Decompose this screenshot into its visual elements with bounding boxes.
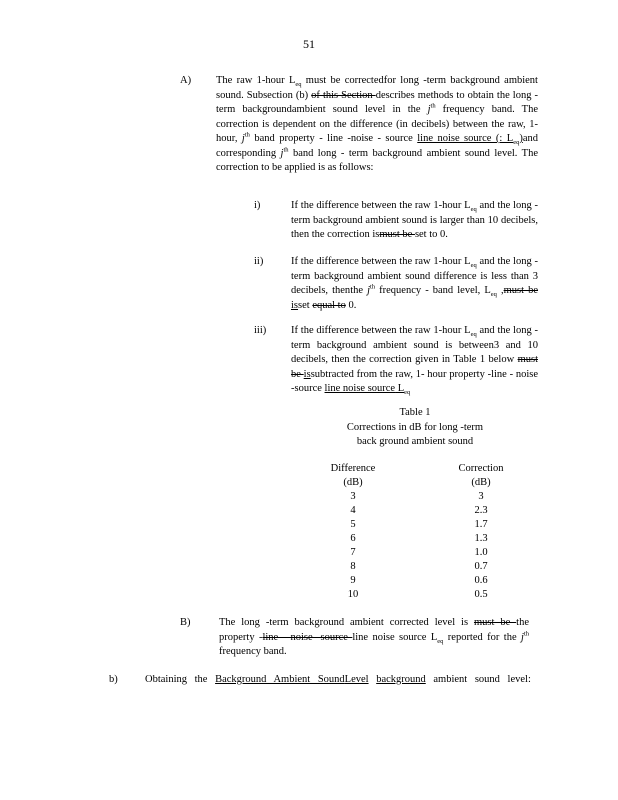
subsection-b-marker: b) xyxy=(109,674,118,685)
item-ii: If the difference between the raw 1-hour $L_{eq}$ and the long -term background ambient sound difference is less than 3 decibels, thenthe $j^{th}$ frequency - band level, $L_{eq}$ ,must be isset equal to 0. xyxy=(291,256,539,311)
correction-table xyxy=(322,462,512,602)
table-unit-row xyxy=(322,476,512,490)
table-row: 10 0.5 xyxy=(347,589,488,600)
table-title-line: Table 1 xyxy=(399,407,431,418)
paragraph-b: The long -term background ambient corrected level is must be the property -line - noise -source line noise source $L_{eq}$ reported for the $j^{th}$ frequency band. xyxy=(219,617,529,657)
table-row: 5 1.7 xyxy=(350,519,488,530)
table-row: 8 0.7 xyxy=(350,561,488,572)
item-iii: If the difference between the raw 1-hour $L_{eq}$ and the long -term background ambient sound is between3 and 10 decibels, then the correction given in Table 1 below must be issubtracted from the raw, 1- hour property -line - noise -source line noise source $L_{eq}$ xyxy=(291,325,538,397)
correction-header: Correction xyxy=(458,463,504,474)
paragraph-a: The raw 1-hour $L_{eq}$ must be correctedfor long -term background ambient sound. Subsection (b) of this Section describes methods to obtain the long -term backgroundambient sound level in the $j^{th}$ frequency band. The correction is dependent on the difference (in decibels) between the raw, 1- hour, $j^{th}$ band property - line -noise - source line noise source (: $L_{eq})and$ corresponding $j^{th}$ band long - term background ambient sound level. The correction to be applied is as follows: xyxy=(216,75,538,173)
paragraph-b-marker: B) xyxy=(180,617,191,628)
correction-unit: (dB) xyxy=(471,477,491,488)
table-row: 3 3 xyxy=(350,491,484,502)
table-row: 9 0.6 xyxy=(350,575,488,586)
item-i: If the difference between the raw 1-hour $L_{eq}$ and the long -term background ambient sound is larger than 10 decibels, then the correction ismust be set to 0. xyxy=(291,200,538,240)
table-header-row xyxy=(322,462,512,476)
item-iii-marker: iii) xyxy=(254,325,267,336)
subsection-b-heading: Obtaining the Background Ambient SoundLevel background ambient sound level: xyxy=(145,674,531,685)
difference-unit: (dB) xyxy=(343,477,363,488)
table-title-line: back ground ambient sound xyxy=(356,436,474,447)
table-title-line: Corrections in dB for long -term xyxy=(346,421,484,433)
table-row: 6 1.3 xyxy=(350,533,488,544)
item-ii-marker: ii) xyxy=(254,256,264,267)
page-number: 51 xyxy=(303,37,315,51)
inserted-text: line noise source $L_{eq}$ xyxy=(324,383,411,397)
table-row: 7 1.0 xyxy=(350,547,488,558)
inserted-text: line noise source (: $L_{eq}$) xyxy=(417,133,523,147)
difference-header: Difference xyxy=(330,463,376,474)
item-i-marker: i) xyxy=(254,200,261,211)
paragraph-a-marker: A) xyxy=(180,75,192,86)
table-row: 4 2.3 xyxy=(350,505,488,516)
table-title xyxy=(300,406,530,450)
